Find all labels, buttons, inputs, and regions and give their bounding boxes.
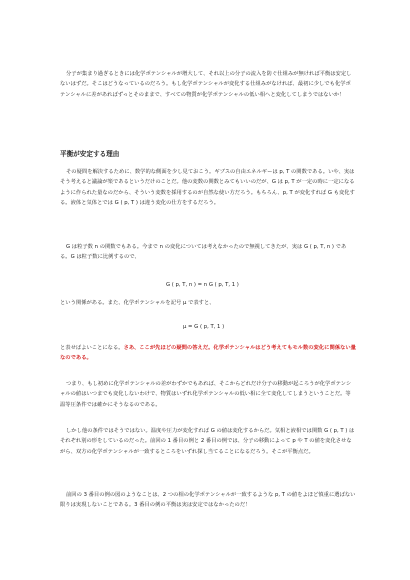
paragraph-text: その疑問を解決するために、数学的な側面を少し見ておこう。ギブスの自由エネルギーは p, T の関数である。いや、実はそう考えると議論が楽であるというだけのことだ。他の変数の関数とみてもいいのだが、G は p, T が一定の時に一定になるように作られた量なのだから、そういう変数を採用するのが自然な使い方だろう。もちろん、p, T が変化すれば G も変化する。液体と気体とでは G ( p, T ) は違う変化の仕方をするだろう。 — [60, 169, 355, 207]
paragraph-text: という関係がある。また、化学ポテンシャルを記号 μ で表すと、 — [60, 300, 215, 306]
paragraph-text — [60, 343, 356, 364]
paragraph-answer — [60, 343, 356, 364]
highlighted-answer-text: さあ、ここが先ほどの疑問の答えだ。化学ポテンシャルはどう考えてもモル数の変化に関係ない量なのである。 — [60, 345, 356, 362]
answer-lead-text: と表せばよいことになる。 — [60, 345, 124, 351]
paragraph-other-conditions — [60, 426, 356, 457]
paragraph-particle-number — [60, 242, 356, 263]
paragraph-consequence — [60, 379, 356, 410]
paragraph-text: しかし他の条件ではそうではない。温度や圧力が変化すれば G の値は変化するからだ。気相と液相では関数 G ( p, T ) はそれぞれ別の形をしているのだった。前回の 1 番目の例と 2 番目の例では、分子の移動によって p や T の値を変化させながら、双方の化学ポテンシャルが一致するところをいずれ探し当てることになるだろう。そこが平衡点だ。 — [60, 428, 355, 455]
paragraph-third-example — [60, 490, 356, 511]
equation-gibbs-proportional: G ( p, T, n ) = n G ( p, T, 1 ) — [166, 282, 239, 288]
paragraph-text: G は粒子数 n の関数でもある。今まで n の変化については考えなかったので無視してきたが、実は G ( p, T, n ) である。G は粒子数に比例するので、 — [60, 244, 347, 261]
paragraph-text: 分子が集まり過ぎるときには化学ポテンシャルが増大して、それ以上の分子の流入を防ぐ仕組みが無ければ平衡は安定しないはずだ。そこはどうなっているのだろう。もし化学ポテンシャルが変化する仕組みがなければ、最初に少しでも化学ポテンシャルに差があればずっとそのままで、すべての物質が化学ポテンシャルの低い相へと変化してしまうではないか！ — [60, 71, 352, 98]
paragraph-text: 前回の 3 番目の例の図のようなことは、2 つの相の化学ポテンシャルが一致するような p, T の値をよほど慎重に選ばない限りは実現しないことである。3 番目の例の平衡は実は安定ではなかったのだ！ — [60, 492, 356, 509]
paragraph-relation — [60, 298, 356, 308]
paragraph-text: つまり、もし初めに化学ポテンシャルの差がわずかでもあれば、そこからどれだけ分子の移動が起ころうが化学ポテンシャルの値はいつまでも変化しないわけで、物質はいずれ化学ポテンシャルの低い相に全て変化してしまうということだ。等温等圧条件では確かにそうなるのである。 — [60, 381, 352, 408]
section-heading: 平衡が安定する理由 — [60, 150, 120, 158]
equation-chemical-potential: μ = G ( p, T, 1 ) — [183, 324, 225, 330]
paragraph-intro — [60, 69, 356, 100]
paragraph-gibbs — [60, 167, 356, 209]
